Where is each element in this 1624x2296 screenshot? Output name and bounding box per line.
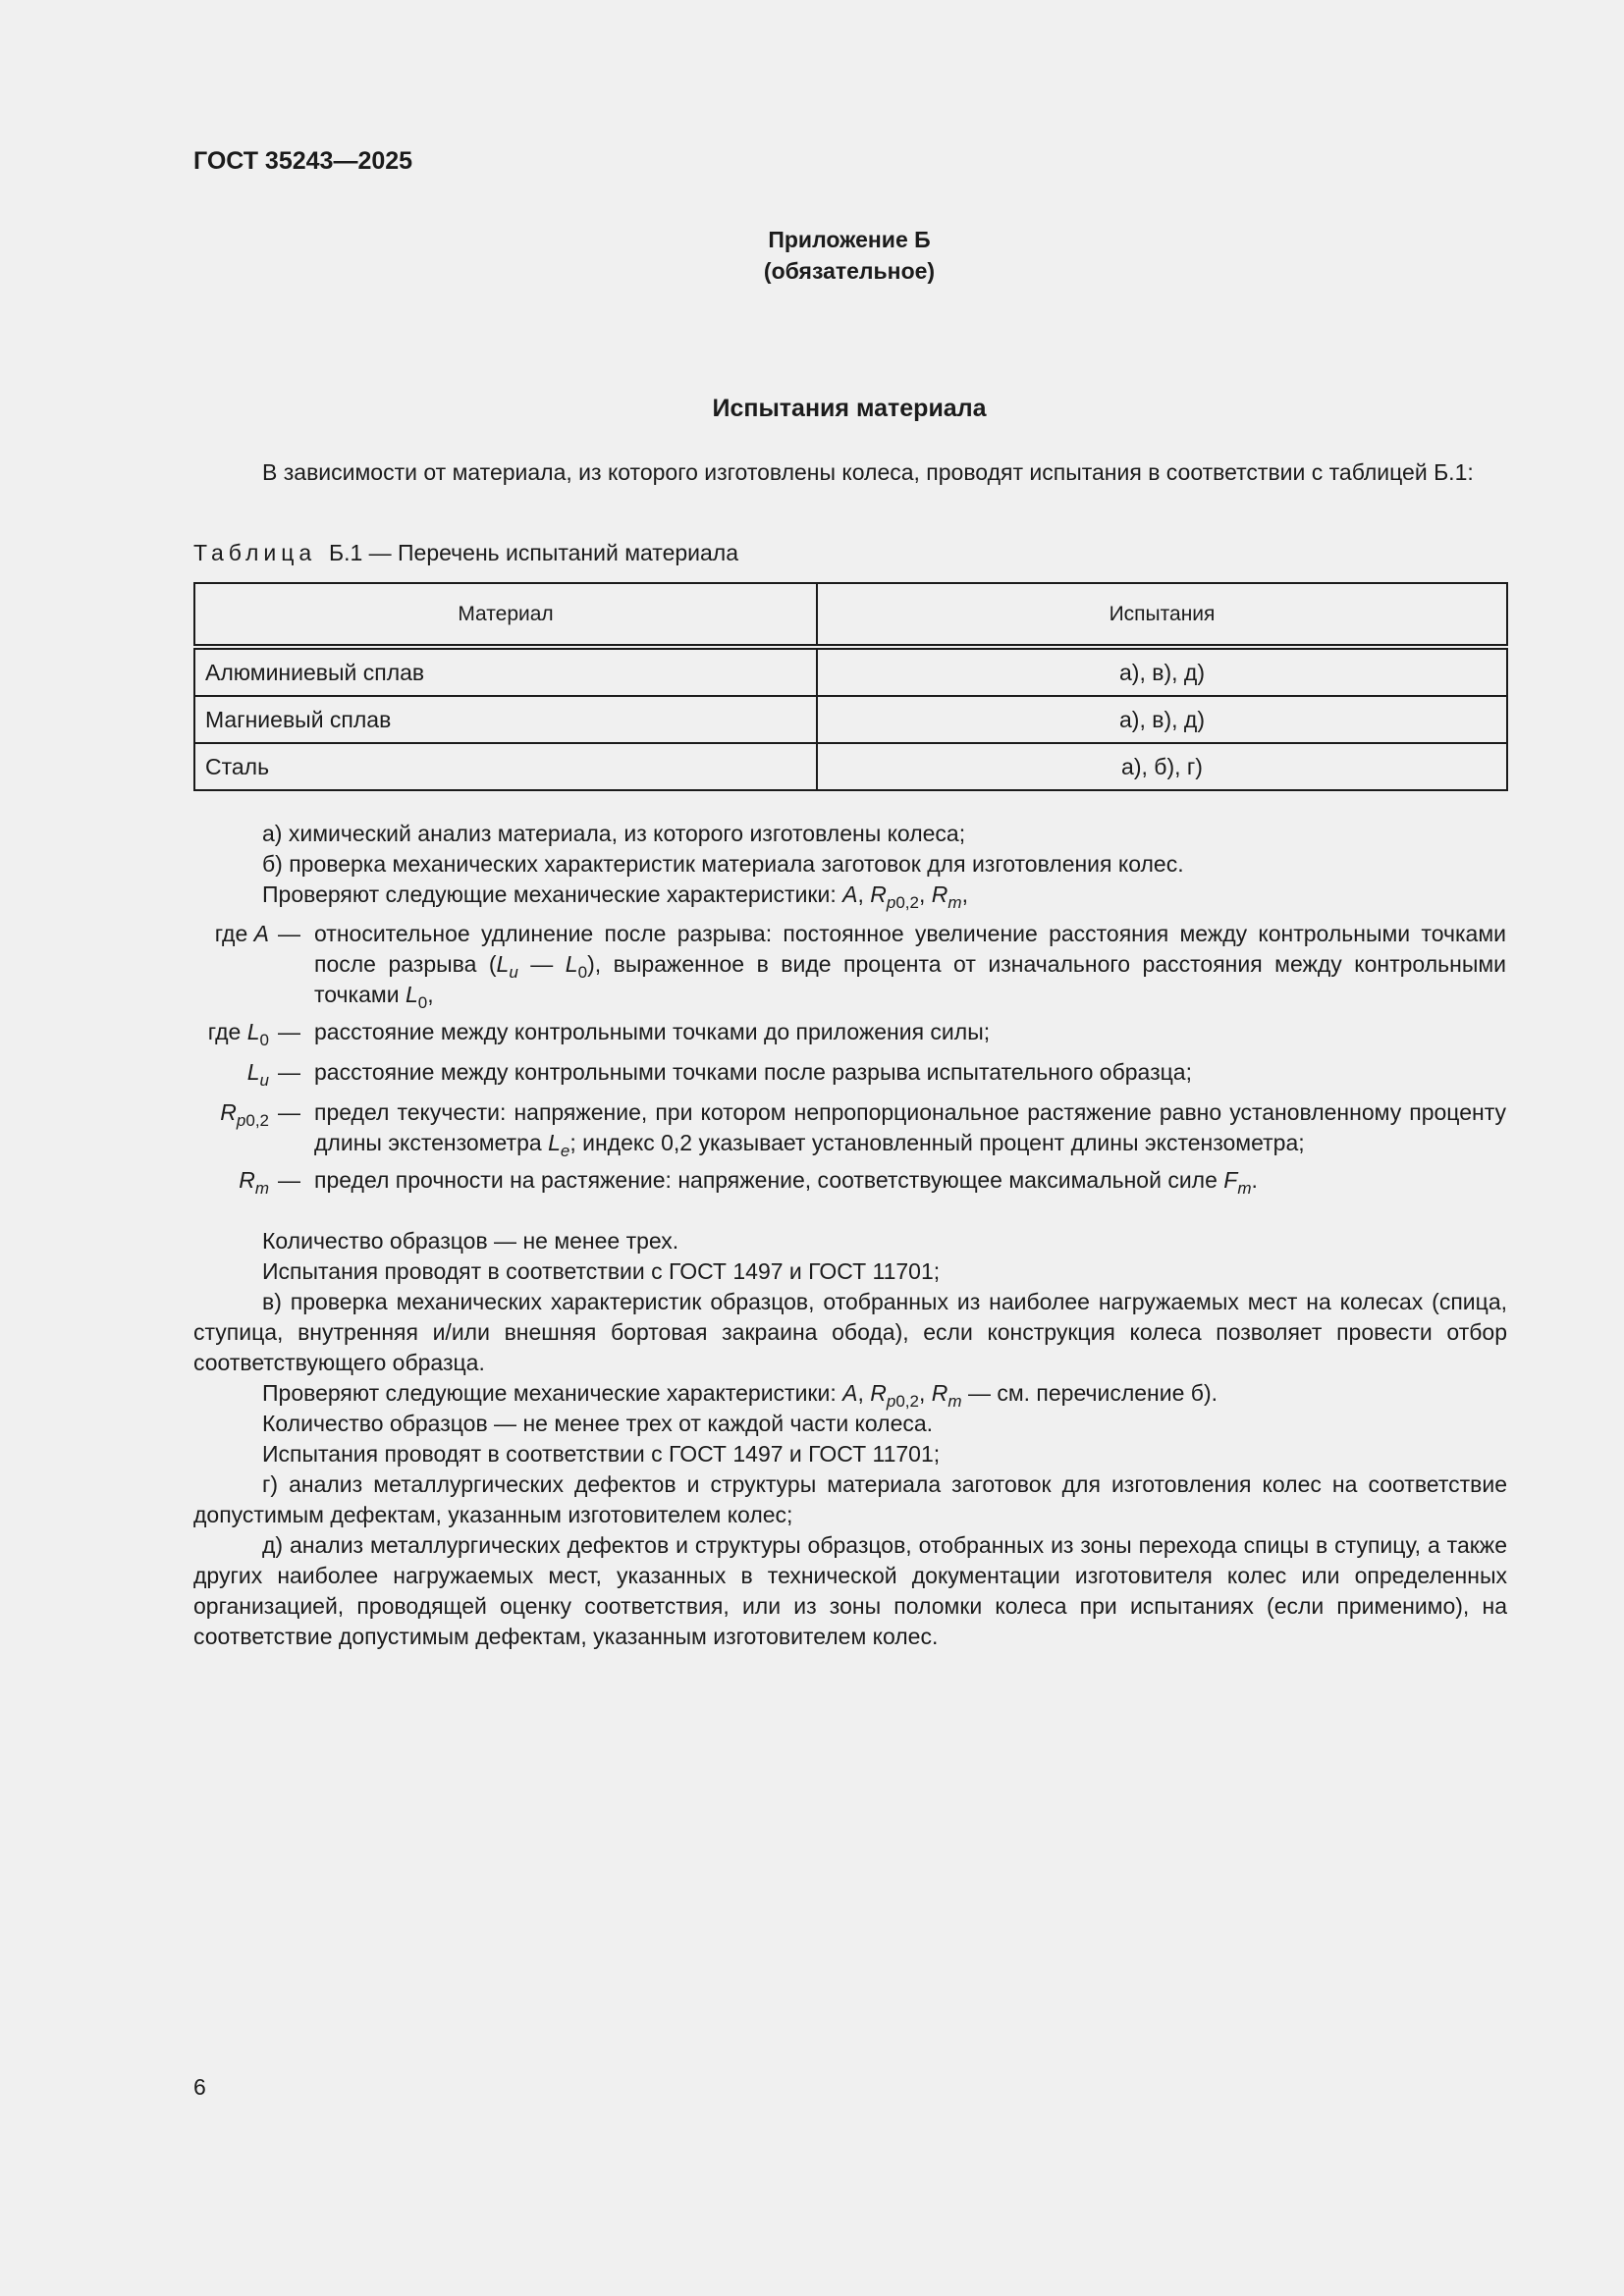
annex-title: Приложение Б [768, 227, 931, 252]
definition-dash: — [278, 1059, 300, 1085]
table-row [194, 696, 1507, 743]
list-item-d: д) анализ металлургических дефектов и структуры образцов, отобранных из зоны перехода спицы в ступицу, а также других наиболее нагружаемых мест, указанных в технической документации изготовителя колес или определенных организацией, проводящей оценку соответствия, или из зоны поломки колеса при испытаниях (если применимо), на соответствие допустимым дефектам, указанным изготовителем колес. [193, 1532, 1507, 1649]
table-cell-tests: а), в), д) [817, 647, 1507, 696]
list-item-b: б) проверка механических характеристик материала заготовок для изготовления колес. [262, 851, 1184, 877]
definition-dash: — [278, 1019, 300, 1044]
sample-count-b: Количество образцов — не менее трех. [262, 1228, 679, 1254]
definition-term: $R_{p0,2}$ [220, 1099, 269, 1130]
definition-Rp02 [0, 1097, 1624, 1162]
definition-text: предел прочности на растяжение: напряжение, соответствующее максимальной силе $F_m$. [314, 1167, 1258, 1198]
list-item-a: а) химический анализ материала, из которого изготовлены колеса; [262, 821, 966, 846]
table-cell-material: Магниевый сплав [194, 696, 817, 743]
mechanical-characteristics-line-v: Проверяют следующие механические характеристики: A, $R_{p0,2}$, $R_m$ — см. перечисление б). [262, 1380, 1218, 1411]
column-header-tests: Испытания [817, 583, 1507, 647]
definition-dash: — [278, 1099, 300, 1125]
standard-code: ГОСТ 35243—2025 [193, 147, 413, 175]
definition-text: расстояние между контрольными точками после разрыва испытательного образца; [314, 1059, 1192, 1085]
definition-L0 [0, 1017, 1624, 1052]
test-standards-b: Испытания проводят в соответствии с ГОСТ 1497 и ГОСТ 11701; [262, 1258, 941, 1284]
definition-dash: — [278, 921, 300, 946]
definition-Lu [0, 1057, 1624, 1093]
definition-term: $R_m$ [239, 1167, 269, 1198]
definition-text: предел текучести: напряжение, при котором непропорциональное растяжение равно установленному проценту длины экстензометра $L_e$; индекс 0,2 указывает установленный процент длины экстензометра; [314, 1099, 1506, 1160]
definition-text: относительное удлинение после разрыва: постоянное увеличение расстояния между контрольными точками после разрыва ($L_u$ — $L_0$), выраженное в виде процента от изначального расстояния между контрольными точками $L_0$, [314, 921, 1507, 1012]
section-title: Испытания материала [712, 395, 987, 422]
table-header-row [194, 583, 1507, 647]
definition-text: расстояние между контрольными точками до приложения силы; [314, 1019, 991, 1044]
table-row [194, 647, 1507, 696]
definition-Rm [0, 1165, 1624, 1201]
definition-term: где A [214, 921, 269, 946]
test-standards-v: Испытания проводят в соответствии с ГОСТ 1497 и ГОСТ 11701; [262, 1441, 941, 1467]
table-row [194, 743, 1507, 790]
characteristics-prefix: Проверяют следующие механические характеристики: [262, 1380, 837, 1406]
materials-table [193, 582, 1508, 791]
table-cell-tests: а), б), г) [817, 743, 1507, 790]
definition-term: $L_u$ [246, 1059, 269, 1090]
table-caption-prefix: Таблица [193, 540, 317, 565]
sample-count-v: Количество образцов — не менее трех от каждой части колеса. [262, 1411, 934, 1436]
characteristics-prefix: Проверяют следующие механические характеристики: [262, 881, 837, 907]
annex-status: (обязательное) [763, 258, 936, 284]
table-cell-material: Алюминиевый сплав [194, 647, 817, 696]
mechanical-characteristics-line: Проверяют следующие механические характеристики: A, $R_{p0,2}$, $R_m$, [262, 881, 968, 912]
definition-term: где $L_0$ [207, 1019, 269, 1049]
table-cell-tests: а), в), д) [817, 696, 1507, 743]
page-number: 6 [193, 2074, 206, 2100]
characteristics-reference: — см. перечисление б). [967, 1380, 1218, 1406]
list-item-g: г) анализ металлургических дефектов и структуры материала заготовок для изготовления колес на соответствие допустимым дефектам, указанным изготовителем колес; [193, 1471, 1507, 1527]
table-caption [193, 540, 738, 566]
list-item-v: в) проверка механических характеристик образцов, отобранных из наиболее нагружаемых мест на колесах (спица, ступица, внутренняя и/или внешняя бортовая закраина обода), если конструкция колеса позволяет провести отбор соответствующего образца. [193, 1289, 1507, 1375]
definition-A [0, 919, 1624, 1012]
intro-paragraph: В зависимости от материала, из которого изготовлены колеса, проводят испытания в соответствии с таблицей Б.1: [262, 459, 1474, 485]
column-header-material: Материал [194, 583, 817, 647]
annex-heading [0, 224, 1624, 287]
table-caption-title: Б.1 — Перечень испытаний материала [328, 540, 739, 565]
table-cell-material: Сталь [194, 743, 817, 790]
definition-dash: — [278, 1167, 300, 1193]
